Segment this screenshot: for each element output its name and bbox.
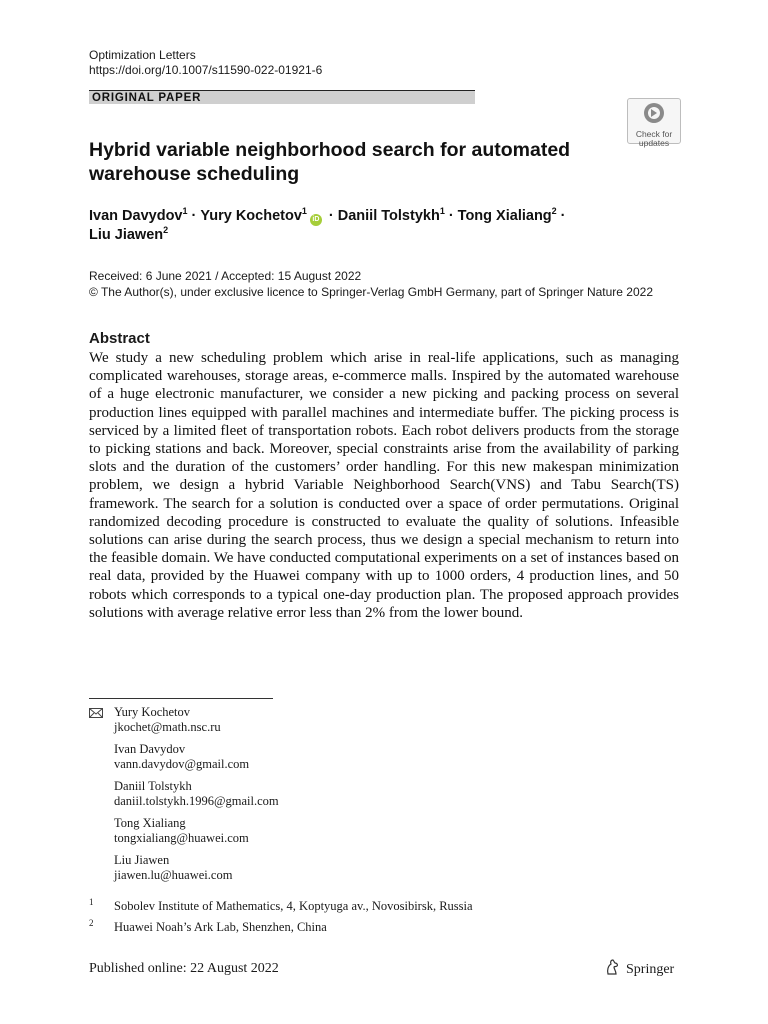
abstract-heading: Abstract bbox=[89, 330, 150, 347]
check-for-updates-button[interactable] bbox=[627, 98, 681, 148]
contact-name: Ivan Davydov bbox=[114, 742, 186, 756]
springer-horse-icon bbox=[604, 958, 622, 976]
envelope-icon bbox=[89, 708, 103, 718]
publisher-logo bbox=[604, 958, 674, 979]
contact-email[interactable]: tongxialiang@huawei.com bbox=[114, 831, 249, 845]
orcid-icon[interactable]: iD bbox=[310, 214, 322, 226]
author-name[interactable]: Liu Jiawen bbox=[89, 227, 164, 243]
contact-email[interactable]: daniil.tolstykh.1996@gmail.com bbox=[114, 794, 279, 808]
contact-entry bbox=[114, 853, 232, 883]
contact-email[interactable]: vann.davydov@gmail.com bbox=[114, 757, 250, 771]
contact-name: Daniil Tolstykh bbox=[114, 779, 192, 793]
abstract-text: We study a new scheduling problem which arise in real-life applications, such as managing complicated warehouses, storage areas, e-commerce malls. Inspired by the automated warehouse of a huge electronic manufacturer, we consider a new picking and packing process on several production lines equipped with parallel machines and intermediate buffer. The picking process is serviced by a limited fleet of transportation robots. Each robot delivers products from the storage to picking stations and back. Moreover, special constraints arise from the availability of parking slots and the duration of the customers’ order handling. For this new makespan minimization problem, we design a hybrid Variable Neighborhood Search(VNS) and Tabu Search(TS) framework. The search for a solution is conducted over a space of order permutations. Original randomized decoding procedure is constructed to evaluate the quality of solutions. Infeasible solutions can arise during the search process, thus we design a special mechanism to return into the feasible domain. We have conducted computational experiments on a set of instances based on real data, provided by the Huawei company with up to 1000 orders, 4 production lines, and 50 robots which corresponds to a typical one-day production plan. The proposed approach provides solutions with average relative error less than 2% from the lower bound. bbox=[89, 350, 679, 621]
author-name[interactable]: Ivan Davydov bbox=[89, 208, 183, 224]
check-updates-line2: updates bbox=[638, 138, 670, 148]
affiliation-text: Sobolev Institute of Mathematics, 4, Koptyuga av., Novosibirsk, Russia bbox=[114, 899, 473, 913]
author-list: Ivan Davydov$^1$ · Yury Kochetov$^1$iD · Daniil Tolstykh$^1$ · Tong Xialiang$^2$ · Liu Jiawen$^2$ bbox=[89, 206, 566, 243]
section-label: ORIGINAL PAPER bbox=[89, 90, 475, 104]
affiliation-number: 1 bbox=[89, 897, 94, 907]
footnote-divider bbox=[89, 698, 273, 699]
author-name[interactable]: Yury Kochetov bbox=[200, 208, 302, 224]
contact-email[interactable]: jiawen.lu@huawei.com bbox=[114, 868, 233, 882]
affiliation-text: Huawei Noah’s Ark Lab, Shenzhen, China bbox=[114, 920, 327, 934]
author-affiliation-mark: 2 bbox=[163, 225, 169, 236]
author-name[interactable]: Tong Xialiang bbox=[457, 208, 552, 224]
author-affiliation-mark: 1 bbox=[301, 206, 307, 217]
update-badge-icon bbox=[643, 102, 665, 124]
contact-name: Liu Jiawen bbox=[114, 853, 170, 867]
doi-link[interactable]: https://doi.org/10.1007/s11590-022-01921-6 bbox=[89, 63, 323, 77]
contact-entry bbox=[114, 779, 279, 809]
author-affiliation-mark: 2 bbox=[551, 206, 557, 217]
publisher-name: Springer bbox=[626, 962, 675, 977]
title-line1: Hybrid variable neighborhood search for automated bbox=[89, 139, 571, 161]
contact-email[interactable]: jkochet@math.nsc.ru bbox=[114, 720, 221, 734]
author-name[interactable]: Daniil Tolstykh bbox=[337, 208, 440, 224]
title-line2: warehouse scheduling bbox=[89, 163, 300, 185]
paper-title bbox=[89, 138, 609, 186]
copyright-notice: © The Author(s), under exclusive licence to Springer-Verlag GmbH Germany, part of Springer Nature 2022 bbox=[89, 285, 653, 299]
affiliation-number: 2 bbox=[89, 918, 94, 928]
check-updates-line1: Check for bbox=[635, 129, 673, 139]
contact-entry bbox=[114, 705, 221, 735]
author-affiliation-mark: 1 bbox=[182, 206, 188, 217]
contact-name: Tong Xialiang bbox=[114, 816, 186, 830]
journal-name: Optimization Letters bbox=[89, 48, 196, 62]
received-accepted-dates: Received: 6 June 2021 / Accepted: 15 August 2022 bbox=[89, 269, 362, 283]
contact-entry bbox=[114, 742, 249, 772]
contact-name: Yury Kochetov bbox=[114, 705, 191, 719]
author-affiliation-mark: 1 bbox=[439, 206, 445, 217]
published-online-date: Published online: 22 August 2022 bbox=[89, 961, 279, 976]
contact-entry bbox=[114, 816, 249, 846]
